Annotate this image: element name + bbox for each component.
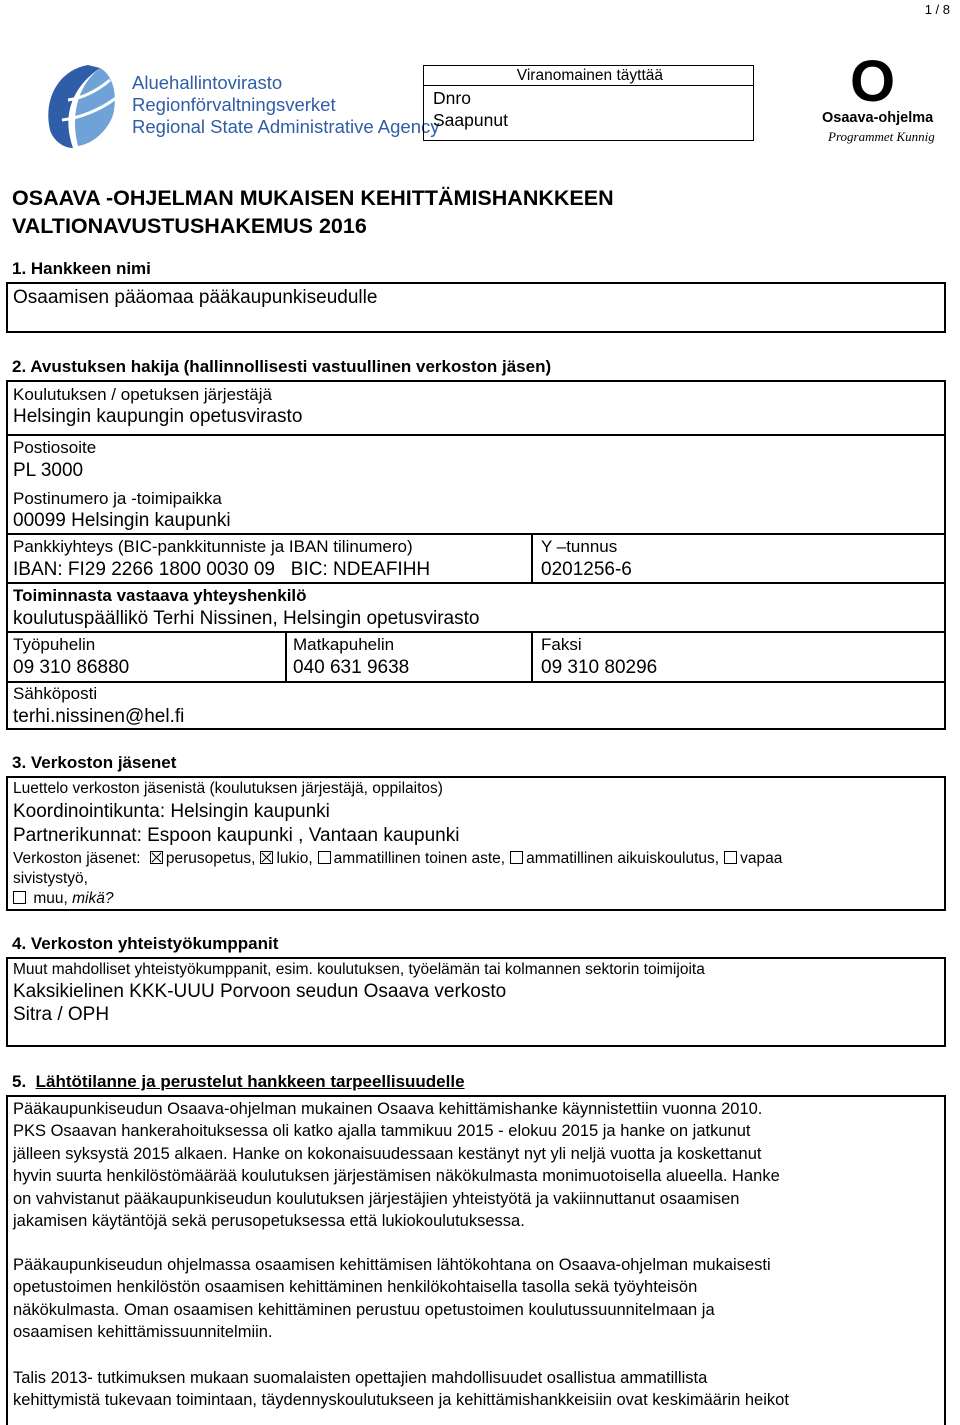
members-checkbox-row — [13, 849, 782, 869]
member-option-label: ammatillinen aikuiskoulutus, — [526, 850, 720, 867]
member-option-checkbox[interactable] — [150, 851, 163, 864]
paragraph-line: kehittymistä tukevaan toimintaan, täydennyskoulutukseen ja kehittämishankkeisiin ovat keskimäärin heikot — [13, 1391, 789, 1410]
section-1-heading: 1. Hankkeen nimi — [12, 259, 151, 278]
member-option-checkbox[interactable] — [724, 851, 737, 864]
member-option — [150, 850, 256, 867]
postal-label: Postiosoite — [13, 438, 97, 457]
postcode-value[interactable]: 00099 Helsingin kaupunki — [13, 510, 231, 531]
paragraph-line: jakamisen käytäntöjä sekä perusopetuksessa että lukiokoulutuksessa. — [13, 1212, 525, 1231]
email-label: Sähköposti — [13, 684, 98, 703]
workphone-label: Työpuhelin — [13, 635, 96, 654]
bank-label: Pankkiyhteys (BIC-pankkitunniste ja IBAN tilinumero) — [13, 537, 413, 556]
coordinator-value[interactable]: Koordinointikunta: Helsingin kaupunki — [13, 801, 330, 822]
project-name-value: Osaamisen pääomaa pääkaupunkiseudulle — [13, 287, 378, 308]
member-option-checkbox[interactable] — [318, 851, 331, 864]
osaava-name: Osaava-ohjelma — [822, 110, 934, 126]
avi-name-en: Regional State Administrative Agency — [132, 116, 440, 137]
section-4-heading: 4. Verkoston yhteistyökumppanit — [12, 934, 279, 953]
paragraph-line: Pääkaupunkiseudun ohjelmassa osaamisen kehittämisen lähtökohtana on Osaava-ohjelman mukaisesti — [13, 1256, 771, 1274]
osaava-logo — [820, 49, 940, 148]
paragraph-line: on vahvistanut pääkaupunkiseudun koulutuksen järjestäjien yhteistyötä ja vakiinnuttanut osaamisen — [13, 1189, 740, 1208]
network-members-box — [6, 776, 946, 911]
title-line-1: OSAAVA -OHJELMAN MUKAISEN KEHITTÄMISHANKKEEN — [12, 186, 614, 210]
ytunnus-value[interactable]: 0201256-6 — [541, 559, 632, 580]
members-options — [145, 850, 783, 867]
member-option — [318, 850, 505, 867]
mobile-label: Matkapuhelin — [293, 635, 395, 654]
ytunnus-label: Y –tunnus — [541, 537, 618, 556]
mobile-value[interactable]: 040 631 9638 — [293, 657, 410, 678]
other-question: mikä? — [72, 890, 114, 907]
section-5-heading — [12, 1072, 465, 1092]
other-label: muu, — [33, 890, 68, 907]
section-2-heading: 2. Avustuksen hakija (hallinnollisesti vastuullinen verkoston jäsen) — [12, 357, 552, 376]
partners-box — [6, 957, 946, 1047]
avi-name-sv: Regionförvaltningsverket — [132, 94, 336, 115]
osaava-sub: Programmet Kunnig — [828, 129, 935, 144]
bank-value[interactable]: IBAN: FI29 2266 1800 0030 09 BIC: NDEAFIHH — [13, 559, 431, 580]
members-other-row — [13, 889, 113, 909]
authority-header: Viranomainen täyttää — [516, 67, 663, 84]
postcode-label: Postinumero ja -toimipaikka — [13, 489, 222, 508]
fax-label: Faksi — [541, 635, 582, 654]
member-option — [510, 850, 719, 867]
member-option-checkbox[interactable] — [260, 851, 273, 864]
osaava-o-icon: O — [850, 49, 896, 114]
page-number: 1 / 8 — [924, 2, 950, 17]
saapunut-label: Saapunut — [433, 110, 508, 130]
paragraph-line: hyvin suurta henkilöstömäärää koulutuksen järjestämisen näkökulmasta monimuotoisella alueella. Hanke — [13, 1167, 780, 1186]
background-paragraph-1 — [13, 1098, 780, 1232]
background-paragraph-3 — [13, 1367, 789, 1412]
workphone-value[interactable]: 09 310 86880 — [13, 657, 130, 678]
member-option-checkbox[interactable] — [510, 851, 523, 864]
paragraph-line: PKS Osaavan hankerahoituksessa oli katko ajalla tammikuu 2015 - elokuu 2015 ja hanke on jatkunut — [13, 1122, 751, 1141]
organizer-label: Koulutuksen / opetuksen järjestäjä — [13, 385, 272, 404]
email-value[interactable]: terhi.nissinen@hel.fi — [13, 706, 185, 727]
section-5-number: 5. — [12, 1072, 27, 1091]
avi-emblem-icon — [38, 60, 128, 150]
paragraph-line: Talis 2013- tutkimuksen mukaan suomalaisten opettajien mahdollisuudet osallistua ammatillista — [13, 1369, 708, 1387]
member-option — [724, 850, 782, 867]
project-name-field[interactable] — [6, 282, 946, 333]
partner-item[interactable]: Kaksikielinen KKK-UUU Porvoon seudun Osaava verkosto — [13, 981, 507, 1002]
partners-instruction: Muut mahdolliset yhteistyökumppanit, esim. koulutuksen, työelämän tai kolmannen sektorin toimijoita — [13, 961, 705, 978]
paragraph-line: Pääkaupunkiseudun Osaava-ohjelman mukainen Osaava kehittämishanke käynnistettiin vuonna 2010. — [13, 1100, 763, 1118]
members-continuation: sivistystyö, — [13, 870, 88, 887]
contact-label: Toiminnasta vastaava yhteyshenkilö — [13, 586, 307, 605]
other-checkbox[interactable] — [13, 891, 26, 904]
section-3-heading: 3. Verkoston jäsenet — [12, 753, 177, 772]
members-instruction: Luettelo verkoston jäsenistä (koulutuksen järjestäjä, oppilaitos) — [13, 780, 443, 797]
member-option-label: vapaa — [740, 850, 783, 867]
member-option-label: perusopetus, — [165, 850, 256, 867]
member-option — [260, 850, 312, 867]
paragraph-line: näkökulmasta. Oman osaamisen kehittäminen perustuu opetustoimen koulutussuunnitelmaan ja — [13, 1300, 715, 1319]
paragraph-line: jälleen syksystä 2015 alkaen. Hanke on kokonaisuudessaan kestänyt nyt yli neljä vuotta ja koskettanut — [13, 1144, 762, 1163]
organizer-value[interactable]: Helsingin kaupungin opetusvirasto — [13, 406, 303, 427]
background-paragraph-2 — [13, 1254, 771, 1344]
section-5-title: Lähtötilanne ja perustelut hankkeen tarpeellisuudelle — [35, 1072, 465, 1091]
members-prefix: Verkoston jäsenet: — [13, 850, 141, 867]
member-option-label: ammatillinen toinen aste, — [333, 850, 506, 867]
contact-value[interactable]: koulutuspäällikö Terhi Nissinen, Helsingin opetusvirasto — [13, 608, 480, 629]
fax-value[interactable]: 09 310 80296 — [541, 657, 658, 678]
member-option-label: lukio, — [276, 850, 313, 867]
title-line-2: VALTIONAVUSTUSHAKEMUS 2016 — [12, 214, 367, 238]
partners-value[interactable]: Partnerikunnat: Espoon kaupunki , Vantaan kaupunki — [13, 825, 460, 846]
applicant-box — [6, 380, 946, 730]
partner-item[interactable]: Sitra / OPH — [13, 1004, 110, 1025]
postal-value[interactable]: PL 3000 — [13, 460, 84, 481]
paragraph-line: osaamisen kehittämissuunnitelmiin. — [13, 1323, 273, 1342]
avi-logo — [38, 60, 440, 152]
dnro-label: Dnro — [433, 88, 471, 108]
avi-name-fi: Aluehallintovirasto — [132, 72, 283, 93]
authority-box — [423, 65, 754, 141]
document-title — [12, 184, 614, 240]
background-box — [6, 1095, 946, 1425]
paragraph-line: opetustoimen henkilöstön osaamisen kehittäminen henkilökohtaisella tasolla sekä työyhteisön — [13, 1278, 698, 1297]
